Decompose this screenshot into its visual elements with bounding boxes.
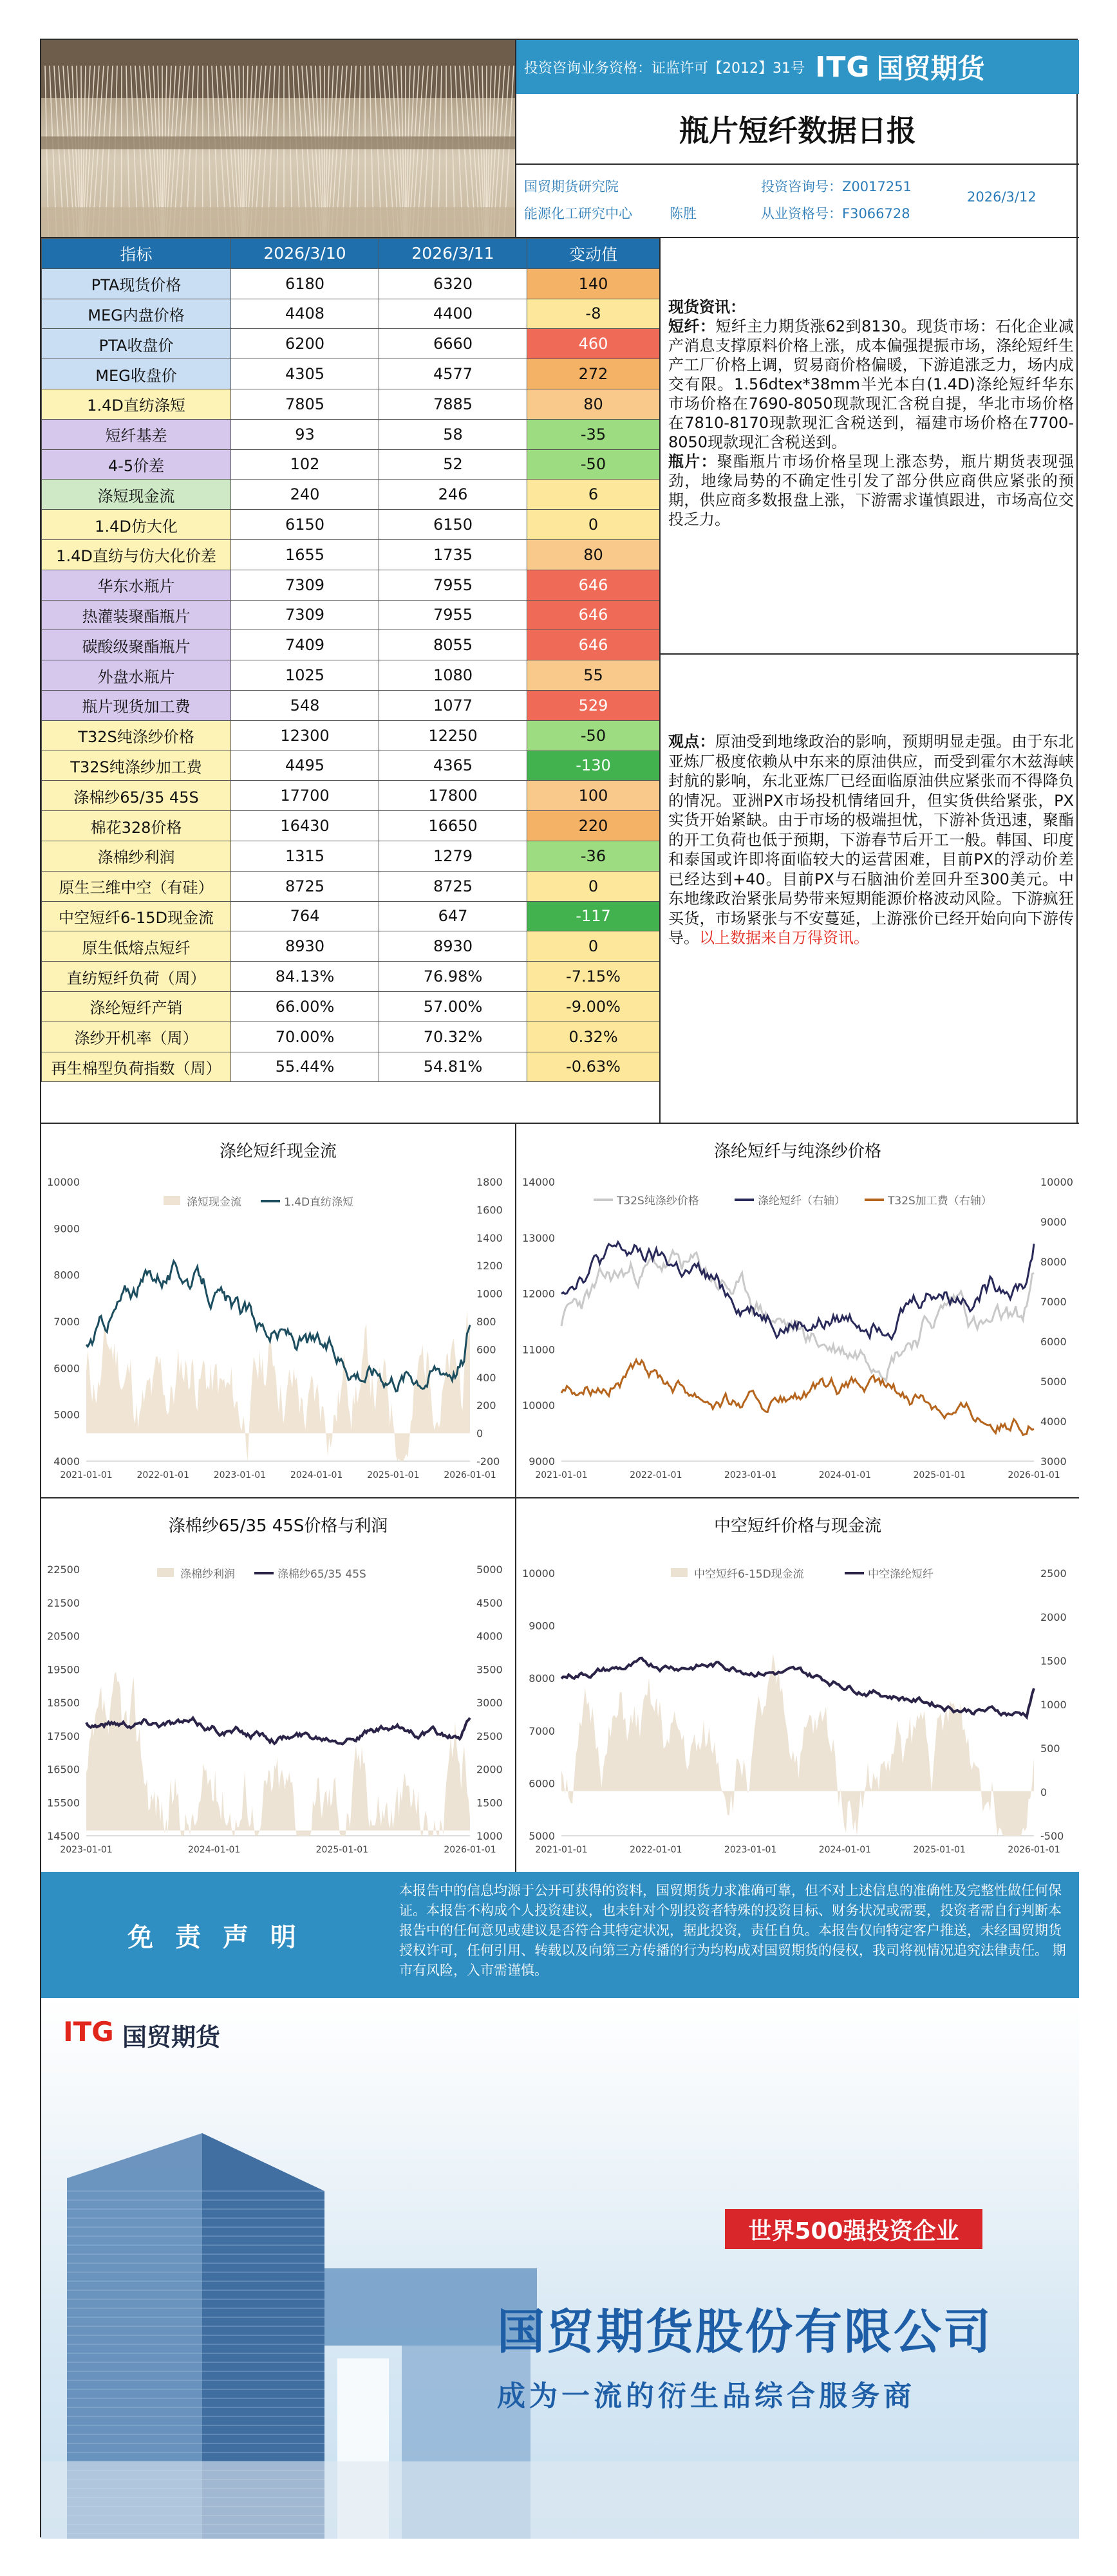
x-tick: 2026-01-01 [1008, 1845, 1060, 1855]
row-value-date1: 1315 [231, 841, 379, 871]
row-change: 460 [527, 329, 660, 359]
row-value-date1: 12300 [231, 720, 379, 751]
y-tick-left: 17500 [47, 1730, 80, 1742]
row-label: 棉花328价格 [42, 811, 231, 841]
y-tick-right: 5000 [1040, 1376, 1067, 1388]
x-tick: 2022-01-01 [630, 1845, 682, 1855]
chart-svg [41, 1498, 515, 1872]
row-value-date2: 7955 [379, 600, 527, 630]
x-tick: 2022-01-01 [630, 1470, 682, 1480]
chart-title: 涤棉纱65/35 45S价格与利润 [168, 1517, 388, 1536]
institute-name: 国贸期货研究院 [524, 179, 619, 194]
row-value-date1: 764 [231, 901, 379, 931]
x-tick: 2024-01-01 [818, 1470, 872, 1480]
row-value-date1: 7309 [231, 600, 379, 630]
col-header-indicator: 指标 [42, 239, 231, 269]
x-tick: 2023-01-01 [60, 1845, 113, 1855]
y-tick-right: 1500 [1040, 1655, 1067, 1667]
x-tick: 2023-01-01 [724, 1845, 777, 1855]
row-change: 80 [527, 539, 660, 570]
data-table [41, 238, 660, 1082]
row-value-date2: 54.81% [379, 1052, 527, 1082]
y-tick-left: 18500 [47, 1697, 80, 1709]
series-line [561, 1251, 1034, 1381]
row-change: -117 [527, 901, 660, 931]
table-row [42, 991, 660, 1022]
table-row [42, 1022, 660, 1052]
disclaimer-section [41, 1872, 1079, 1998]
row-label: 瓶片现货加工费 [42, 690, 231, 720]
row-label: 碳酸级聚酯瓶片 [42, 630, 231, 660]
y-tick-right: 200 [476, 1399, 496, 1412]
chart-hollow-fiber [516, 1497, 1079, 1872]
row-value-date2: 17800 [379, 781, 527, 811]
y-tick-right: 4000 [476, 1630, 503, 1643]
row-value-date1: 16430 [231, 811, 379, 841]
row-label: 涤纶短纤产销 [42, 991, 231, 1022]
legend-entry: 涤棉纱利润 [180, 1568, 235, 1581]
y-tick-left: 9000 [529, 1455, 555, 1468]
bottle-chip-heading: 瓶片： [668, 453, 717, 471]
y-tick-right: 1000 [476, 1287, 503, 1300]
row-change: -50 [527, 449, 660, 480]
y-tick-right: 3500 [476, 1663, 503, 1676]
table-row [42, 720, 660, 751]
itg-logo-text: ITG [814, 50, 870, 84]
y-tick-right: 2000 [1040, 1611, 1067, 1623]
table-row [42, 268, 660, 299]
y-tick-right: 1600 [476, 1204, 503, 1217]
y-tick-right: 0 [1040, 1786, 1047, 1798]
row-label: MEG收盘价 [42, 359, 231, 389]
row-value-date1: 7805 [231, 389, 379, 419]
row-change: 646 [527, 600, 660, 630]
row-change: -50 [527, 720, 660, 751]
chart-cashflow [41, 1123, 516, 1497]
series-line [86, 1718, 470, 1744]
bottle-chip-text: 聚酯瓶片市场价格呈现上涨态势，瓶片期货表现强劲，地缘局势的不确定性引发了部分供应商供应紧张的预期，供应商多数报盘上涨，下游需求谨慎跟进，市场高位交投乏力。 [668, 453, 1074, 528]
banner-logo-latin: ITG [63, 2016, 114, 2048]
row-value-date1: 6180 [231, 268, 379, 299]
header-license-bar [516, 40, 1079, 94]
x-tick: 2021-01-01 [535, 1845, 588, 1855]
x-tick: 2021-01-01 [60, 1470, 113, 1480]
row-label: 原生三维中空（有硅） [42, 871, 231, 901]
table-row [42, 600, 660, 630]
y-tick-right: 7000 [1040, 1296, 1067, 1308]
y-tick-left: 22500 [47, 1563, 80, 1576]
view-panel [659, 655, 1079, 1123]
consult-number: 投资咨询号：Z0017251 [761, 179, 912, 194]
row-value-date2: 1077 [379, 690, 527, 720]
row-label: 1.4D直纺与仿大化价差 [42, 539, 231, 570]
row-change: 0 [527, 871, 660, 901]
row-label: T32S纯涤纱加工费 [42, 751, 231, 781]
y-tick-left: 6000 [53, 1362, 80, 1375]
chart-title: 涤纶短纤与纯涤纱价格 [713, 1142, 881, 1161]
table-row [42, 419, 660, 449]
staple-fiber-text: 短纤主力期货涨62到8130。现货市场：石化企业减产消息支撑原料价格上涨，成本偏强提振市场，涤纶短纤生产工厂价格上调，贸易商价格偏暖，下游追涨乏力，场内成交有限。1.56dtex*38mm半光本白(1.4D)涤纶短纤华东市场价格在7690-8050现款现汇含税自提，华北市场价格在7810-8170现款现汇含税送到，福建市场价格在7700-8050现款现汇含税送到。 [668, 317, 1074, 451]
page-title: 瓶片短纤数据日报 [516, 94, 1079, 165]
y-tick-right: 2500 [476, 1730, 503, 1742]
building-illustration [41, 1998, 1079, 2539]
table-row [42, 962, 660, 992]
y-tick-left: 15500 [47, 1797, 80, 1809]
row-change: -9.00% [527, 991, 660, 1022]
y-tick-right: 9000 [1040, 1216, 1067, 1228]
row-value-date1: 55.44% [231, 1052, 379, 1082]
y-tick-right: 1800 [476, 1176, 503, 1188]
series-line [561, 1658, 1034, 1717]
table-row [42, 690, 660, 720]
row-value-date2: 4400 [379, 299, 527, 329]
row-value-date2: 52 [379, 449, 527, 480]
row-label: 直纺短纤负荷（周） [42, 962, 231, 992]
table-row [42, 1052, 660, 1082]
y-tick-left: 10000 [522, 1567, 555, 1580]
x-tick: 2025-01-01 [913, 1845, 966, 1855]
y-tick-right: 8000 [1040, 1256, 1067, 1268]
x-tick: 2025-01-01 [367, 1470, 420, 1480]
row-value-date1: 70.00% [231, 1022, 379, 1052]
row-change: 0.32% [527, 1022, 660, 1052]
row-label: PTA现货价格 [42, 268, 231, 299]
row-value-date1: 240 [231, 480, 379, 510]
y-tick-left: 19500 [47, 1663, 80, 1676]
data-source-note: 以上数据来自万得资讯。 [699, 929, 869, 947]
row-change: 6 [527, 480, 660, 510]
table-row [42, 329, 660, 359]
y-tick-left: 8000 [53, 1269, 80, 1282]
table-row [42, 660, 660, 691]
series-area [561, 1654, 1034, 1836]
y-tick-left: 16500 [47, 1763, 80, 1776]
y-tick-left: 5000 [529, 1830, 555, 1842]
table-row [42, 539, 660, 570]
x-tick: 2022-01-01 [136, 1470, 189, 1480]
company-logo-cn: 国贸期货 [876, 53, 985, 84]
author-name: 陈胜 [670, 206, 697, 221]
row-value-date2: 4577 [379, 359, 527, 389]
row-value-date2: 1279 [379, 841, 527, 871]
row-value-date2: 6150 [379, 510, 527, 540]
legend-swatch [671, 1568, 688, 1577]
row-value-date2: 8930 [379, 931, 527, 962]
row-value-date1: 17700 [231, 781, 379, 811]
x-tick: 2023-01-01 [724, 1470, 777, 1480]
row-value-date2: 8055 [379, 630, 527, 660]
row-value-date2: 76.98% [379, 962, 527, 992]
row-value-date1: 93 [231, 419, 379, 449]
row-value-date1: 7409 [231, 630, 379, 660]
legend-entry: 中空短纤6-15D现金流 [694, 1568, 804, 1581]
x-tick: 2024-01-01 [290, 1470, 343, 1480]
row-label: 涤纱开机率（周） [42, 1022, 231, 1052]
y-tick-right: 1000 [1040, 1699, 1067, 1711]
company-banner [41, 1998, 1079, 2539]
company-name: 国贸期货股份有限公司 [497, 2304, 993, 2360]
chart-blend-yarn [41, 1497, 516, 1872]
view-heading: 观点： [668, 733, 715, 751]
row-value-date1: 102 [231, 449, 379, 480]
row-change: 140 [527, 268, 660, 299]
y-tick-left: 5000 [53, 1408, 80, 1421]
series-line [561, 1242, 1034, 1339]
x-tick: 2024-01-01 [818, 1845, 872, 1855]
row-label: T32S纯涤纱价格 [42, 720, 231, 751]
row-value-date2: 58 [379, 419, 527, 449]
row-value-date2: 6660 [379, 329, 527, 359]
legend-swatch [164, 1196, 180, 1205]
col-header-date1: 2026/3/10 [231, 239, 379, 269]
y-tick-right: 400 [476, 1371, 496, 1384]
report-date: 2026/3/12 [967, 189, 1037, 205]
y-tick-left: 9000 [53, 1222, 80, 1235]
y-tick-right: 1000 [476, 1830, 503, 1842]
table-row [42, 931, 660, 962]
row-label: PTA收盘价 [42, 329, 231, 359]
row-value-date2: 57.00% [379, 991, 527, 1022]
row-change: -36 [527, 841, 660, 871]
table-row [42, 841, 660, 871]
report-page [40, 39, 1078, 2537]
row-value-date1: 6150 [231, 510, 379, 540]
loom-threads-image [41, 40, 516, 238]
row-value-date1: 1655 [231, 539, 379, 570]
y-tick-right: 4500 [476, 1596, 503, 1609]
legend-entry: 中空涤纶短纤 [868, 1568, 934, 1581]
row-change: 646 [527, 630, 660, 660]
row-change: -7.15% [527, 962, 660, 992]
row-label: 外盘水瓶片 [42, 660, 231, 691]
row-change: -130 [527, 751, 660, 781]
row-value-date2: 6320 [379, 268, 527, 299]
chart-title: 涤纶短纤现金流 [219, 1142, 337, 1161]
chart-title: 中空短纤价格与现金流 [713, 1517, 881, 1536]
table-row [42, 901, 660, 931]
legend-entry: 涤纶短纤（右轴） [758, 1195, 845, 1208]
y-tick-left: 12000 [522, 1287, 555, 1300]
legend-entry: 1.4D直纺涤短 [284, 1196, 354, 1209]
fortune500-badge: 世界500强投资企业 [725, 2209, 982, 2249]
row-change: -8 [527, 299, 660, 329]
x-tick: 2021-01-01 [535, 1470, 588, 1480]
table-row [42, 359, 660, 389]
row-label: 短纤基差 [42, 419, 231, 449]
row-value-date2: 1080 [379, 660, 527, 691]
x-tick: 2026-01-01 [1008, 1470, 1060, 1480]
spot-news-heading: 现货资讯： [668, 298, 746, 316]
dept-name: 能源化工研究中心 [524, 206, 632, 221]
y-tick-right: 800 [476, 1316, 496, 1328]
row-value-date2: 7885 [379, 389, 527, 419]
x-tick: 2023-01-01 [213, 1470, 267, 1480]
chart-svg [516, 1124, 1079, 1497]
y-tick-right: 5000 [476, 1563, 503, 1576]
row-label: 中空短纤6-15D现金流 [42, 901, 231, 931]
row-label: 1.4D仿大化 [42, 510, 231, 540]
x-tick: 2026-01-01 [444, 1470, 496, 1480]
table-row [42, 480, 660, 510]
chart-fiber-yarn-price [516, 1123, 1079, 1497]
y-tick-right: 500 [1040, 1742, 1060, 1755]
col-header-date2: 2026/3/11 [379, 239, 527, 269]
y-tick-right: 2000 [476, 1763, 503, 1776]
y-tick-right: 4000 [1040, 1415, 1067, 1428]
row-change: 646 [527, 570, 660, 600]
legend-swatch [157, 1568, 174, 1577]
y-tick-left: 20500 [47, 1630, 80, 1643]
y-tick-right: 10000 [1040, 1176, 1073, 1188]
y-tick-left: 4000 [53, 1455, 80, 1468]
legend-entry: 涤短现金流 [187, 1196, 241, 1209]
y-tick-left: 14500 [47, 1830, 80, 1842]
row-label: 华东水瓶片 [42, 570, 231, 600]
spot-news-panel [659, 238, 1079, 655]
row-change: 55 [527, 660, 660, 691]
row-value-date2: 7955 [379, 570, 527, 600]
y-tick-right: 1500 [476, 1797, 503, 1809]
y-tick-left: 14000 [522, 1176, 555, 1188]
chart-svg [516, 1498, 1079, 1872]
row-value-date2: 647 [379, 901, 527, 931]
author-info [516, 165, 1079, 238]
y-tick-right: -500 [1040, 1830, 1064, 1842]
row-value-date2: 16650 [379, 811, 527, 841]
y-tick-right: 1400 [476, 1231, 503, 1244]
y-tick-right: 0 [476, 1427, 483, 1440]
table-row [42, 781, 660, 811]
x-tick: 2025-01-01 [913, 1470, 966, 1480]
y-tick-right: 6000 [1040, 1336, 1067, 1348]
row-value-date1: 66.00% [231, 991, 379, 1022]
row-value-date2: 70.32% [379, 1022, 527, 1052]
disclaimer-text: 本报告中的信息均源于公开可获得的资料，国贸期货力求准确可靠，但不对上述信息的准确性及完整性做任何保证。本报告不构成个人投资建议，也未针对个别投资者特殊的投资目标、财务状况或需要，投资者需自行判断本报告中的任何意见或建议是否符合其特定状况，据此投资，责任自负。本报告仅向特定客户推送，未经国贸期货授权许可，任何引用、转载以及向第三方传播的行为均构成对国贸期货的侵权，我司将视情况追究法律责任。 期市有风险，入市需谨慎。 [399, 1883, 1066, 1978]
table-row [42, 299, 660, 329]
table-row [42, 811, 660, 841]
row-label: 涤棉纱利润 [42, 841, 231, 871]
row-change: -35 [527, 419, 660, 449]
row-value-date1: 4305 [231, 359, 379, 389]
banner-logo-cn: 国贸期货 [122, 2023, 221, 2051]
series-line [86, 1261, 470, 1392]
y-tick-right: 1200 [476, 1260, 503, 1273]
table-row [42, 389, 660, 419]
row-change: 0 [527, 510, 660, 540]
header-photo-loom [41, 40, 516, 238]
x-tick: 2026-01-01 [444, 1845, 496, 1855]
series-area [86, 1672, 470, 1836]
y-tick-right: -200 [476, 1455, 500, 1468]
x-tick: 2024-01-01 [187, 1845, 241, 1855]
table-row [42, 510, 660, 540]
practice-number: 从业资格号：F3066728 [761, 206, 910, 221]
row-label: 热灌装聚酯瓶片 [42, 600, 231, 630]
table-row [42, 871, 660, 901]
row-label: MEG内盘价格 [42, 299, 231, 329]
row-value-date2: 8725 [379, 871, 527, 901]
row-change: 100 [527, 781, 660, 811]
row-label: 涤棉纱65/35 45S [42, 781, 231, 811]
row-label: 涤短现金流 [42, 480, 231, 510]
row-value-date2: 246 [379, 480, 527, 510]
y-tick-left: 7000 [53, 1316, 80, 1328]
series-line [561, 1360, 1034, 1435]
x-tick: 2025-01-01 [315, 1845, 369, 1855]
row-change: -0.63% [527, 1052, 660, 1082]
legend-entry: T32S纯涤纱价格 [617, 1195, 699, 1208]
row-value-date1: 8725 [231, 871, 379, 901]
row-value-date1: 6200 [231, 329, 379, 359]
row-value-date1: 7309 [231, 570, 379, 600]
y-tick-right: 600 [476, 1343, 496, 1356]
license-text: 投资咨询业务资格：证监许可【2012】31号 [524, 60, 805, 77]
y-tick-left: 7000 [529, 1724, 555, 1737]
legend-entry: T32S加工费（右轴） [888, 1195, 992, 1208]
y-tick-left: 8000 [529, 1672, 555, 1685]
row-label: 4-5价差 [42, 449, 231, 480]
y-tick-left: 10000 [47, 1176, 80, 1188]
row-change: 0 [527, 931, 660, 962]
table-row [42, 630, 660, 660]
staple-fiber-heading: 短纤： [668, 317, 716, 335]
y-tick-left: 13000 [522, 1231, 555, 1244]
row-value-date1: 8930 [231, 931, 379, 962]
row-label: 原生低熔点短纤 [42, 931, 231, 962]
row-change: 272 [527, 359, 660, 389]
y-tick-left: 11000 [522, 1343, 555, 1356]
legend-entry: 涤棉纱65/35 45S [277, 1568, 366, 1581]
row-value-date2: 12250 [379, 720, 527, 751]
y-tick-left: 6000 [529, 1777, 555, 1790]
y-tick-right: 3000 [1040, 1455, 1067, 1468]
row-value-date1: 548 [231, 690, 379, 720]
view-text: 原油受到地缘政治的影响，预期明显走强。由于东北亚炼厂极度依赖从中东来的原油供应，而受到霍尔木兹海峡封航的影响，东北亚炼厂已经面临原油供应紧张而不得降负的情况。亚洲PX市场投机情绪回升，但实货供给紧张，PX实货开始紧缺。由于市场的极端担忧，下游补货迅速，聚酯的开工负荷也低于预期，下游春节后开工一般。韩国、印度和泰国或许即将面临较大的运营困难，目前PX的浮动价差已经达到+40。目前PX与石脑油价差回升至300美元。中东地缘政治紧张局势带来短期能源价格波动风险。下游疯狂买货，市场紧张与不安蔓延，上游涨价已经开始向向下游传导。 [668, 733, 1075, 947]
row-change: 220 [527, 811, 660, 841]
row-value-date1: 1025 [231, 660, 379, 691]
row-value-date2: 4365 [379, 751, 527, 781]
y-tick-left: 9000 [529, 1619, 555, 1632]
table-row [42, 570, 660, 600]
row-change: 80 [527, 389, 660, 419]
company-slogan: 成为一流的衍生品综合服务商 [497, 2380, 915, 2413]
row-value-date1: 84.13% [231, 962, 379, 992]
y-tick-left: 21500 [47, 1596, 80, 1609]
row-value-date2: 1735 [379, 539, 527, 570]
table-row [42, 449, 660, 480]
disclaimer-heading: 免 责 声 明 [127, 1922, 303, 1952]
row-value-date1: 4495 [231, 751, 379, 781]
row-change: 529 [527, 690, 660, 720]
y-tick-right: 2500 [1040, 1567, 1067, 1580]
row-label: 1.4D直纺涤短 [42, 389, 231, 419]
col-header-change: 变动值 [527, 239, 660, 269]
table-header-row [42, 239, 660, 269]
row-label: 再生棉型负荷指数（周） [42, 1052, 231, 1082]
row-value-date1: 4408 [231, 299, 379, 329]
y-tick-right: 3000 [476, 1697, 503, 1709]
chart-svg [41, 1124, 515, 1497]
y-tick-left: 10000 [522, 1399, 555, 1412]
table-row [42, 751, 660, 781]
